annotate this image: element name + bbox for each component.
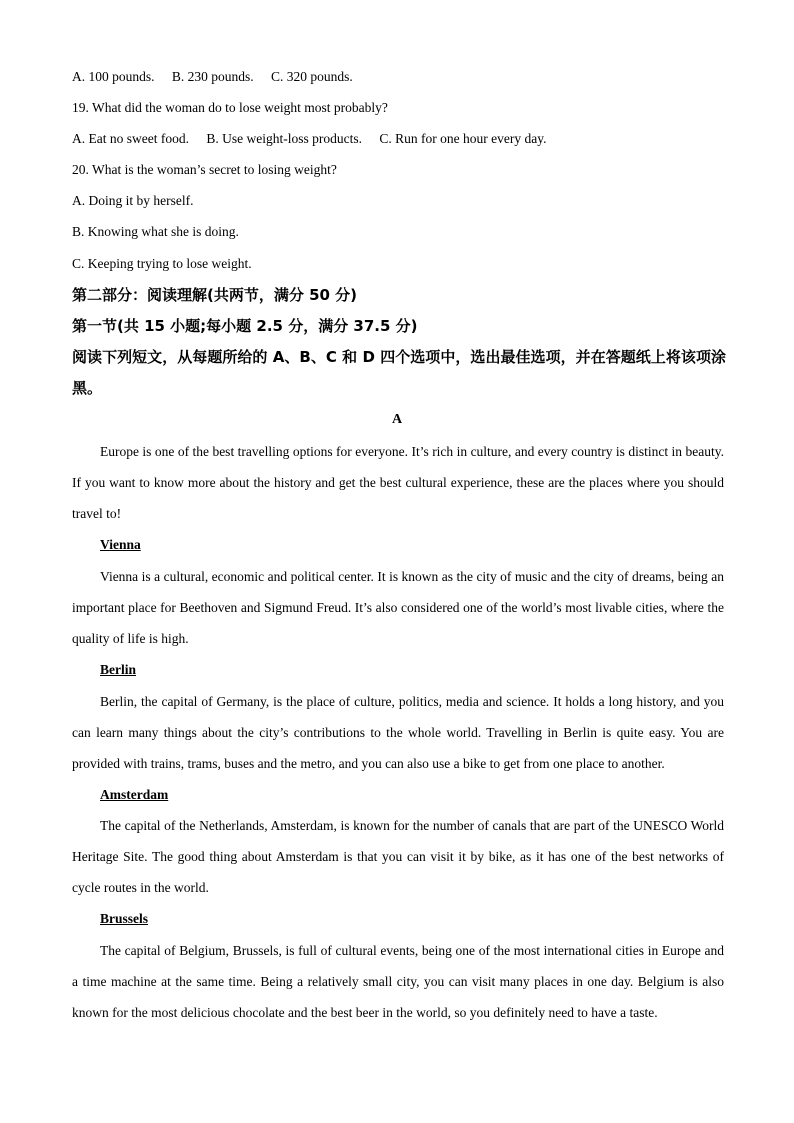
- passage-letter: A: [391, 412, 403, 427]
- q18-options: [72, 67, 732, 87]
- city-heading-vienna: Vienna: [100, 537, 141, 552]
- section-instructions: 阅读下列短文，从每题所给的 A、B、C 和 D 四个选项中，选出最佳选项，并在答题纸上将该项涂黑。: [72, 348, 726, 397]
- q19-stem: 19. What did the woman do to lose weight most probably?: [72, 100, 388, 115]
- city-text-berlin: Berlin, the capital of Germany, is the place of culture, politics, media and science. It holds a long history, and you can learn many things about the city’s contributions to the whole world. Travelling in Berlin is quite easy. You are provided with trains, trams, buses and the metro, and you can also use a bike to get from one place to another.: [72, 694, 724, 772]
- q19-option-a: A. Eat no sweet food.: [72, 131, 189, 146]
- city-text-vienna: Vienna is a cultural, economic and political center. It is known as the city of music and the city of dreams, being an important place for Beethoven and Sigmund Freud. It’s also considered one of the world’s most livable cities, where the quality of life is high.: [72, 569, 724, 647]
- q18-option-c: C. 320 pounds.: [271, 69, 353, 84]
- q20-option-c: C. Keeping trying to lose weight.: [72, 256, 252, 271]
- q19-option-b: B. Use weight-loss products.: [206, 131, 362, 146]
- part-title: 第二部分：阅读理解(共两节，满分 50 分): [72, 286, 358, 304]
- city-text-amsterdam: The capital of the Netherlands, Amsterdam, is known for the number of canals that are part of the UNESCO World Heritage Site. The good thing about Amsterdam is that you can visit it by bike, as it has one of the best networks of cycle routes in the world.: [72, 818, 724, 896]
- city-text-brussels: The capital of Belgium, Brussels, is full of cultural events, being one of the most international cities in Europe and a time machine at the same time. Being a relatively small city, you can visit many places in one day. Belgium is also known for the most delicious chocolate and the best beer in the world, so you definitely need to have a taste.: [72, 943, 724, 1021]
- city-heading-amsterdam: Amsterdam: [100, 787, 169, 802]
- q20-stem: 20. What is the woman’s secret to losing weight?: [72, 162, 337, 177]
- q19-option-c: C. Run for one hour every day.: [379, 131, 547, 146]
- q20-option-b: B. Knowing what she is doing.: [72, 224, 239, 239]
- q18-option-a: A. 100 pounds.: [72, 69, 155, 84]
- q19-options: [72, 129, 732, 149]
- q18-option-b: B. 230 pounds.: [171, 69, 254, 84]
- q20-option-a: A. Doing it by herself.: [72, 193, 194, 208]
- city-heading-brussels: Brussels: [100, 911, 149, 926]
- passage-intro: Europe is one of the best travelling options for everyone. It’s rich in culture, and every country is distinct in beauty. If you want to know more about the history and get the best cultural experience, these are the places where you should travel to!: [72, 444, 724, 522]
- city-heading-berlin: Berlin: [100, 662, 136, 677]
- subsection-title: 第一节(共 15 小题;每小题 2.5 分，满分 37.5 分): [72, 317, 418, 335]
